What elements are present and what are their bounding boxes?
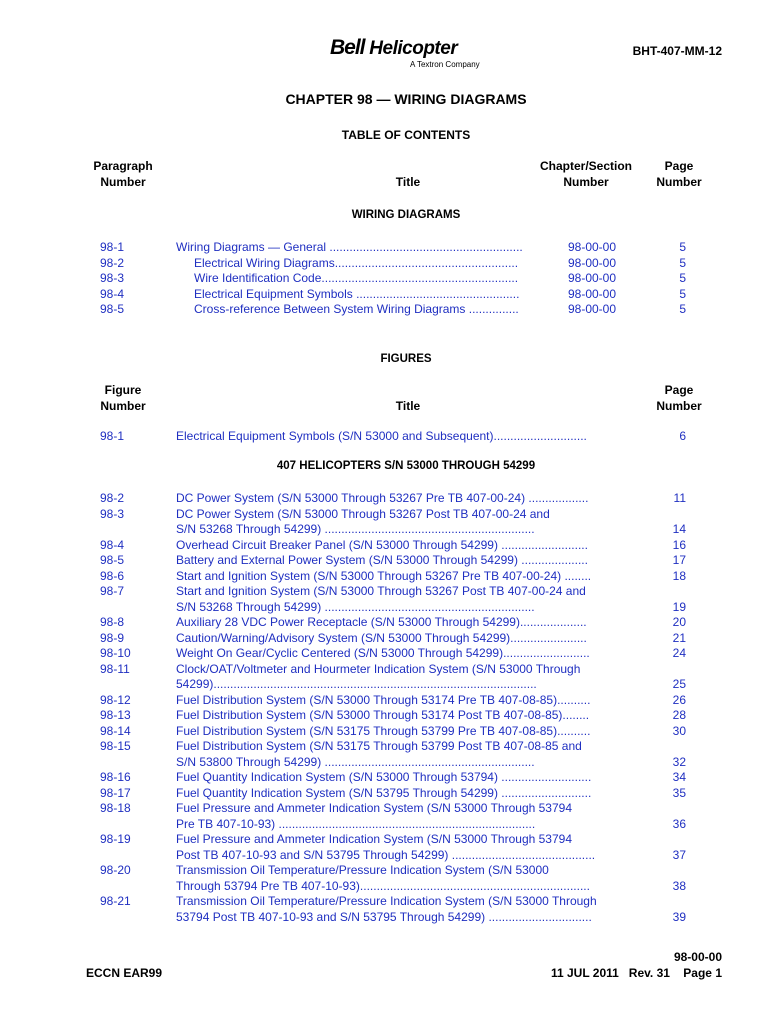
figure-title-link[interactable]: Fuel Distribution System (S/N 53000 Through 53174 Post TB 407-08-85)........ — [176, 708, 590, 722]
page-number: 5 — [679, 302, 686, 316]
figure-number: 98-7 — [100, 584, 125, 598]
page-number: 19 — [672, 599, 686, 614]
figure-title-link[interactable]: Fuel Quantity Indication System (S/N 53795 Through 54299) ........................... — [176, 785, 592, 800]
figure-number: 98-13 — [100, 708, 131, 722]
figure-title-link[interactable]: Clock/OAT/Voltmeter and Hourmeter Indication System (S/N 53000 Through — [176, 661, 581, 676]
figure-title-link[interactable]: Auxiliary 28 VDC Power Receptacle (S/N 53000 Through 54299).................... — [176, 615, 587, 629]
header-figure: Figure — [104, 383, 142, 397]
page-number: 30 — [672, 723, 686, 738]
paragraph-number: 98-2 — [100, 255, 125, 270]
header-chapter-section: Chapter/Section — [539, 159, 632, 173]
paragraph-number: 98-4 — [100, 286, 125, 301]
figure-title-link[interactable]: Fuel Pressure and Ammeter Indication System (S/N 53000 Through 53794 — [176, 832, 572, 846]
logo-subtitle: A Textron Company — [410, 60, 480, 69]
document-number: BHT-407-MM-12 — [632, 44, 722, 58]
paragraph-title-link[interactable]: Cross-reference Between System Wiring Diagrams ............... — [194, 302, 519, 316]
figures-heading: FIGURES — [380, 353, 432, 365]
figure-number: 98-10 — [100, 646, 131, 660]
header-fig-page: Page — [664, 383, 694, 397]
figure-number: 98-20 — [100, 863, 131, 877]
page-number: 24 — [672, 646, 686, 660]
figure-title-link[interactable]: Caution/Warning/Advisory System (S/N 53000 Through 54299)....................... — [176, 630, 587, 645]
page-number: 5 — [679, 255, 686, 270]
paragraph-number: 98-1 — [100, 240, 125, 254]
figure-title-link[interactable]: DC Power System (S/N 53000 Through 53267 Post TB 407-00-24 and — [176, 506, 550, 521]
figure-title-link[interactable]: Start and Ignition System (S/N 53000 Through 53267 Pre TB 407-00-24) ........ — [176, 568, 592, 583]
chapter-section: 98-00-00 — [567, 240, 617, 254]
toc-title: TABLE OF CONTENTS — [341, 128, 471, 142]
figure-number: 98-2 — [100, 491, 125, 505]
logo-word: Helicopter — [369, 38, 458, 59]
footer-section-number: 98-00-00 — [673, 950, 722, 964]
figure-number: 98-5 — [100, 553, 125, 567]
paragraph-title-link[interactable]: Electrical Wiring Diagrams....................................................... — [194, 255, 519, 270]
paragraph-number: 98-5 — [100, 302, 125, 316]
page-number: 37 — [672, 847, 686, 862]
paragraph-title-link[interactable]: Electrical Equipment Symbols ................................................. — [194, 286, 520, 301]
paragraph-number: 98-3 — [100, 271, 125, 285]
chapter-section: 98-00-00 — [567, 286, 617, 301]
header-page: Page — [664, 159, 694, 173]
paragraph-title-link[interactable]: Wiring Diagrams — General .......................................................... — [176, 240, 523, 254]
bell-helicopter-logo — [330, 36, 490, 72]
figure-title-link[interactable]: Transmission Oil Temperature/Pressure Indication System (S/N 53000 — [176, 863, 549, 877]
paragraph-number-header — [80, 158, 166, 190]
figure-title-link[interactable]: Overhead Circuit Breaker Panel (S/N 53000 Through 54299) .......................... — [176, 537, 588, 552]
page-number: 38 — [672, 878, 686, 893]
figure-title-link[interactable]: Electrical Equipment Symbols (S/N 53000 and Subsequent)............................ — [176, 429, 587, 443]
page-number: 25 — [672, 677, 686, 691]
page-number: 18 — [672, 568, 686, 583]
header-fig-page-number: Number — [656, 399, 702, 413]
figure-title-link[interactable]: Start and Ignition System (S/N 53000 Through 53267 Post TB 407-00-24 and — [176, 584, 586, 598]
figure-title-link[interactable]: Battery and External Power System (S/N 53000 Through 54299) .................... — [176, 553, 588, 567]
page-number: 34 — [672, 770, 686, 784]
footer-date-rev: 11 JUL 2011 Rev. 31 — [550, 966, 670, 980]
figure-number: 98-21 — [100, 894, 131, 908]
header-number: Number — [100, 175, 146, 189]
header-paragraph: Paragraph — [93, 159, 153, 173]
page-number-header — [648, 158, 710, 190]
page-number: 39 — [672, 909, 686, 924]
wiring-diagrams-heading: WIRING DIAGRAMS — [351, 209, 461, 221]
header-cs-number: Number — [563, 175, 609, 189]
figure-number: 98-19 — [100, 832, 131, 846]
page-number: 6 — [679, 429, 686, 443]
figure-title-header: Title — [395, 399, 421, 413]
helicopters-heading: 407 HELICOPTERS S/N 53000 THROUGH 54299 — [276, 460, 536, 472]
figure-title-link[interactable]: Weight On Gear/Cyclic Centered (S/N 53000 Through 54299).......................... — [176, 646, 590, 660]
logo-brand: Bell — [330, 36, 365, 59]
page-number: 16 — [672, 537, 686, 552]
chapter-section: 98-00-00 — [567, 302, 617, 316]
figure-title-link[interactable]: Transmission Oil Temperature/Pressure Indication System (S/N 53000 Through — [176, 894, 597, 908]
page-number: 5 — [679, 240, 686, 254]
page-number: 14 — [672, 522, 686, 536]
figure-title-link[interactable]: 53794 Post TB 407-10-93 and S/N 53795 Through 54299) ............................... — [176, 909, 592, 924]
header-fig-number: Number — [100, 399, 146, 413]
figure-title-link[interactable]: Pre TB 407-10-93) ............................................................................. — [176, 816, 536, 831]
figure-number: 98-12 — [100, 692, 131, 707]
figure-number: 98-8 — [100, 615, 125, 629]
figure-number: 98-9 — [100, 630, 125, 645]
figure-number: 98-15 — [100, 739, 131, 753]
figure-title-link[interactable]: Fuel Quantity Indication System (S/N 53000 Through 53794) ........................... — [176, 770, 592, 784]
figure-number: 98-1 — [100, 429, 125, 443]
title-header: Title — [395, 175, 421, 189]
figure-title-link[interactable]: S/N 53268 Through 54299) ............................................................... — [176, 522, 535, 536]
paragraph-title-link[interactable]: Wire Identification Code........................................................... — [194, 271, 519, 285]
figure-title-link[interactable]: Fuel Distribution System (S/N 53175 Through 53799 Post TB 407-08-85 and — [176, 739, 582, 753]
page-number: 36 — [672, 816, 686, 831]
page-number: 32 — [672, 754, 686, 769]
figure-title-link[interactable]: S/N 53268 Through 54299) ............................................................... — [176, 599, 535, 614]
page-number: 17 — [672, 553, 686, 567]
chapter-section: 98-00-00 — [567, 271, 617, 285]
page-number: 5 — [679, 271, 686, 285]
figure-number: 98-4 — [100, 537, 125, 552]
figure-title-link[interactable]: Post TB 407-10-93 and S/N 53795 Through 54299) ........................................... — [176, 847, 596, 862]
figure-title-link[interactable]: Through 53794 Pre TB 407-10-93)..................................................................... — [176, 878, 590, 893]
figure-number: 98-16 — [100, 770, 131, 784]
footer-eccn: ECCN EAR99 — [86, 966, 163, 980]
page-number: 28 — [672, 708, 686, 722]
figure-number: 98-14 — [100, 723, 131, 738]
chapter-section-header — [528, 158, 644, 190]
chapter-section: 98-00-00 — [567, 255, 617, 270]
footer-date-page — [470, 966, 722, 980]
page-number: 20 — [672, 615, 686, 629]
header-page-number: Number — [656, 175, 702, 189]
figure-number: 98-18 — [100, 801, 131, 815]
page-number: 21 — [672, 630, 686, 645]
footer-page: Page 1 — [683, 966, 722, 980]
page-number: 11 — [673, 491, 686, 505]
logo-wordmark — [330, 36, 457, 60]
figure-title-link[interactable]: Fuel Pressure and Ammeter Indication System (S/N 53000 Through 53794 — [176, 801, 572, 815]
page-number: 5 — [679, 286, 686, 301]
chapter-title: CHAPTER 98 — WIRING DIAGRAMS — [285, 91, 527, 107]
figure-number-header — [80, 382, 166, 414]
figure-title-link[interactable]: Fuel Distribution System (S/N 53000 Through 53174 Pre TB 407-08-85).......... — [176, 692, 591, 707]
figure-number: 98-6 — [100, 568, 125, 583]
page-number: 35 — [672, 785, 686, 800]
figure-number: 98-17 — [100, 785, 131, 800]
figure-number: 98-3 — [100, 506, 125, 521]
figure-title-link[interactable]: 54299)................................................................................................. — [176, 677, 537, 691]
page-number: 26 — [672, 692, 686, 707]
figure-title-link[interactable]: S/N 53800 Through 54299) ............................................................... — [176, 754, 535, 769]
figure-number: 98-11 — [100, 661, 130, 676]
figure-title-link[interactable]: DC Power System (S/N 53000 Through 53267 Pre TB 407-00-24) .................. — [176, 491, 589, 505]
figure-title-link[interactable]: Fuel Distribution System (S/N 53175 Through 53799 Pre TB 407-08-85).......... — [176, 723, 591, 738]
figure-page-header — [648, 382, 710, 414]
